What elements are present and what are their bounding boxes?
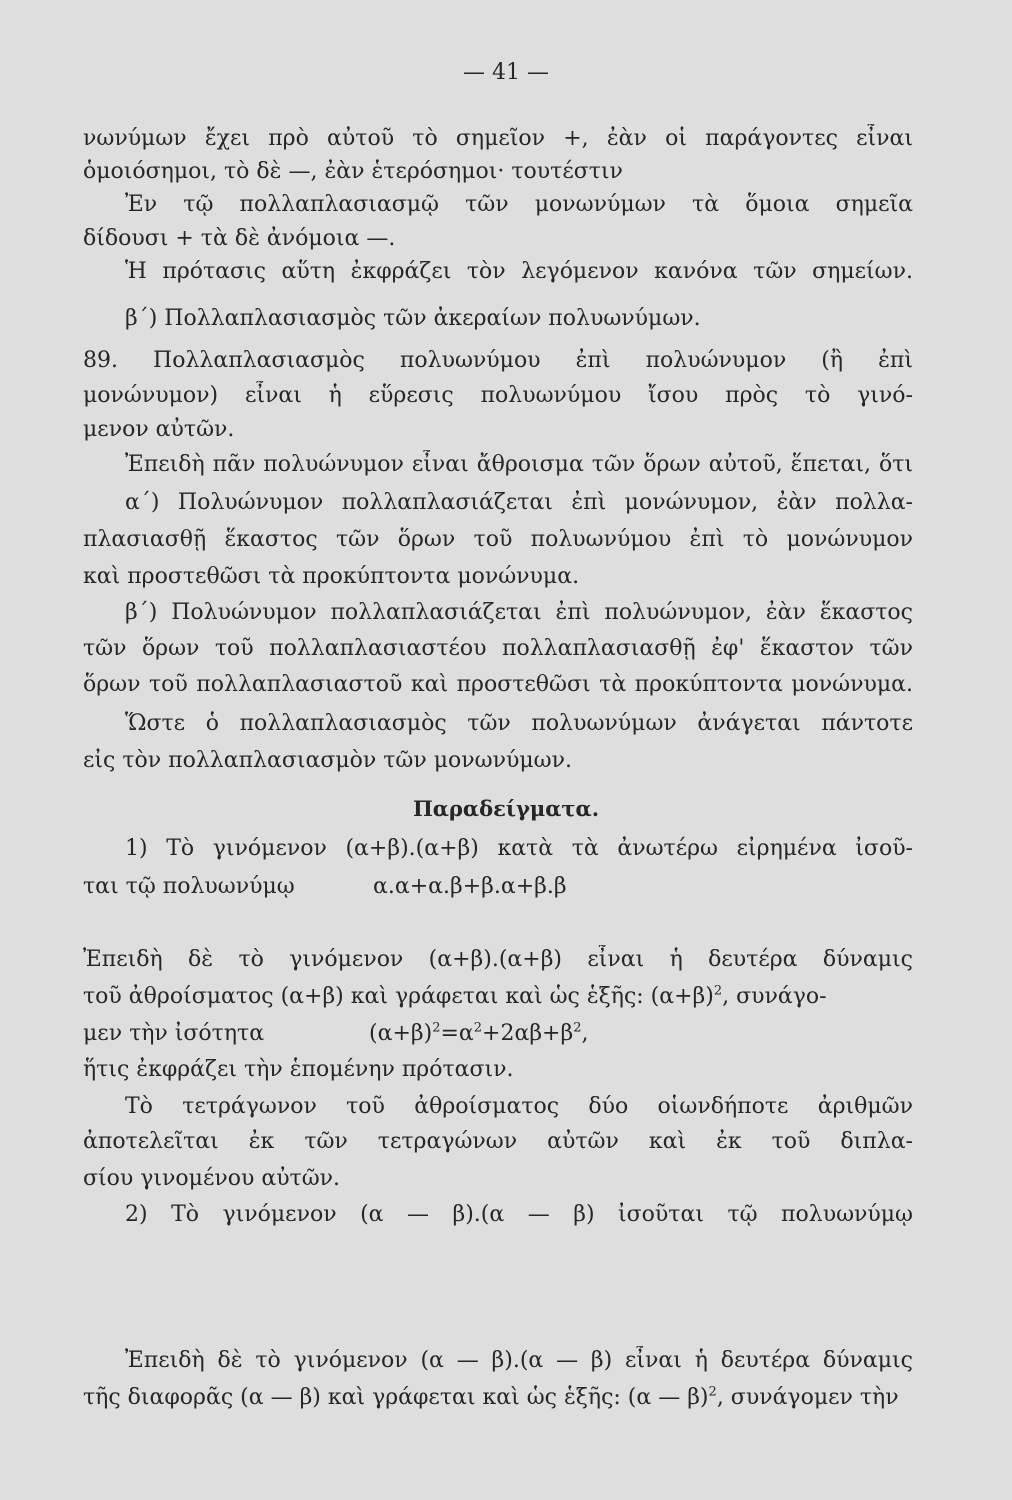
text-line: ἥτις ἐκφράζει τὴν ἑπομένην πρότασιν.	[83, 1057, 514, 1082]
text-line: ὅρων τοῦ πολλαπλασιαστοῦ καὶ προστεθῶσι τὰ προκύπτοντα μονώνυμα.	[83, 672, 913, 697]
text-line: τῆς διαφορᾶς (α — β) καὶ γράφεται καὶ ὡς ἑξῆς: (α — β)$^2$, συνάγομεν τὴν	[83, 1384, 899, 1410]
equation: α.α+α.β+β.α+β.β	[373, 874, 567, 899]
text-line: νωνύμων ἔχει πρὸ αὐτοῦ τὸ σημεῖον +, ἐὰν οἱ παράγοντες εἶναι	[83, 126, 913, 151]
text-line: 1) Τὸ γινόμενον (α+β).(α+β) κατὰ τὰ ἀνωτέρω εἰρημένα ἰσοῦ-	[125, 836, 913, 861]
text-line: Ἐπειδὴ δὲ τὸ γινόμενον (α+β).(α+β) εἶναι ἡ δευτέρα δύναμις	[83, 947, 913, 972]
text-line: 2) Τὸ γινόμενον (α — β).(α — β) ἰσοῦται τῷ πολυωνύμῳ	[125, 1202, 913, 1227]
text-line: δίδουσι + τὰ δὲ ἀνόμοια —.	[83, 226, 396, 251]
text-line: ὁμοιόσημοι, τὸ δὲ —, ἐὰν ἑτερόσημοι· τουτέστιν	[83, 159, 623, 184]
text-line: Ὥστε ὁ πολλαπλασιασμὸς τῶν πολυωνύμων ἀνάγεται πάντοτε	[125, 711, 913, 736]
text-line: Ἐπειδὴ πᾶν πολυώνυμον εἶναι ἄθροισμα τῶν ὅρων αὐτοῦ, ἕπεται, ὅτι	[125, 452, 913, 477]
text-line: καὶ προστεθῶσι τὰ προκύπτοντα μονώνυμα.	[83, 564, 580, 589]
text-line: πλασιασθῇ ἕκαστος τῶν ὅρων τοῦ πολυωνύμου ἐπὶ τὸ μονώνυμον	[83, 527, 913, 552]
section-title: β΄) Πολλαπλασιασμὸς τῶν ἀκεραίων πολυωνύμων.	[125, 306, 701, 331]
text-line: τοῦ ἀθροίσματος (α+β) καὶ γράφεται καὶ ὡς ἑξῆς: $(\alpha+\beta)^2$, συνάγο-	[83, 983, 827, 1009]
text-line: τῶν ὅρων τοῦ πολλαπλασιαστέου πολλαπλασιασθῇ ἐφ' ἕκαστον τῶν	[83, 636, 913, 661]
text-line: εἰς τὸν πολλαπλασιασμὸν τῶν μονωνύμων.	[83, 748, 572, 773]
text-line: Ἐπειδὴ δὲ τὸ γινόμενον (α — β).(α — β) εἶναι ἡ δευτέρα δύναμις	[125, 1348, 913, 1373]
text-line: Τὸ τετράγωνον τοῦ ἀθροίσματος δύο οἱωνδήποτε ἀριθμῶν	[125, 1094, 913, 1119]
text-line: Ἡ πρότασις αὕτη ἐκφράζει τὸν λεγόμενον κανόνα τῶν σημείων.	[125, 259, 913, 284]
text-line: ἀποτελεῖται ἐκ τῶν τετραγώνων αὐτῶν καὶ ἐκ τοῦ διπλα-	[83, 1129, 913, 1154]
text-line: μεν τὴν ἰσότητα $(\alpha+\beta)^2=\alpha^2+2\alpha\beta+\beta^2$,	[83, 1019, 913, 1049]
text-line: ται τῷ πολυωνύμῳ α.α+α.β+β.α+β.β	[83, 872, 913, 902]
text-line: μενον αὐτῶν.	[83, 417, 235, 442]
equation: $(\alpha+\beta)^2=\alpha^2+2\alpha\beta+\beta^2$,	[369, 1020, 589, 1046]
text-line: β΄) Πολυώνυμον πολλαπλασιάζεται ἐπὶ πολυώνυμον, ἐὰν ἕκαστος	[125, 600, 913, 625]
examples-heading: Παραδείγματα.	[412, 796, 600, 821]
page-number: — 41 —	[463, 60, 549, 85]
text-line: Ἐν τῷ πολλαπλασιασμῷ τῶν μονωνύμων τὰ ὅμοια σημεῖα	[125, 192, 913, 217]
text-line: μονώνυμον) εἶναι ἡ εὕρεσις πολυωνύμου ἴσου πρὸς τὸ γινό-	[83, 383, 913, 408]
text-line: 89. Πολλαπλασιασμὸς πολυωνύμου ἐπὶ πολυώνυμον (ἢ ἐπὶ	[83, 348, 913, 373]
text-line: σίου γινομένου αὐτῶν.	[83, 1166, 341, 1191]
text-line: α΄) Πολυώνυμον πολλαπλασιάζεται ἐπὶ μονώνυμον, ἐὰν πολλα-	[125, 490, 913, 515]
